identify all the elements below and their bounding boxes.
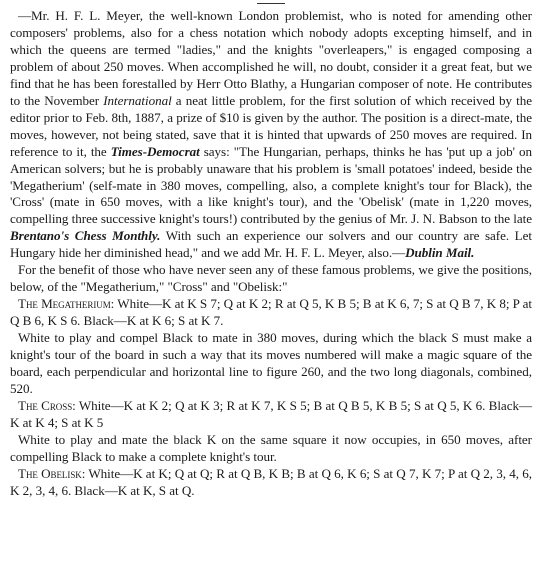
problem-title: The Cross: xyxy=(18,397,76,413)
article-page xyxy=(10,3,532,500)
publication-name: Brentano's Chess Monthly. xyxy=(10,228,161,244)
position-megatherium xyxy=(10,296,532,330)
problem-title: The Megatherium: xyxy=(18,296,115,312)
text-run: —Mr. H. F. L. Meyer, the well-known London problemist, who is noted for amending other composers' problems, also for a chess notation which nobody adopts excepting himself, and in which the queens are termed "ladies," and the knights "overleapers," is engaged composing a problem of about 250 moves. When accomplished he will, no doubt, consider it a great feat, but we find that he has been forestalled by Herr Otto Blathy, a Hungarian composer of note. He contributes to the November xyxy=(10,8,532,108)
position-obelisk xyxy=(10,466,532,500)
publication-name: International xyxy=(103,92,172,108)
source-credit: Dublin Mail. xyxy=(405,245,475,261)
text-run: a neat little problem, for the first solution of which received by the editor prior to Feb. 8th, 1887, a prize of $10 is given by the author. The position is a direct-mate, the moves, however, not being stated, save that it is hinted that upwards of 250 moves are required. In reference to it, the xyxy=(10,92,532,159)
position-text: White—K at K S 7; Q at K 2; R at Q 5, K B 5; B at K 6, 7; S at Q B 7, K 8; P at Q B 6, K S 6. Black—K at K 6; S at K 7. xyxy=(10,296,532,329)
paragraph-positions-intro: For the benefit of those who have never seen any of these famous problems, we give the positions, below, of the "Megatherium," "Cross" and "Obelisk:" xyxy=(10,262,532,295)
publication-name: Times-Democrat xyxy=(110,143,200,159)
text-run: says: "The Hungarian, perhaps, thinks he has 'put up a job' on American solvers; but he is probably unaware that his problem is 'small potatoes' indeed, beside the 'Megatherium' (self-mate in 380 moves, compelling, also, a complete knight's tour for Black), the 'Cross' (mate in 650 moves, with a like knight's tour), and the 'Obelisk' (mate in 1,220 moves, compelling three successive knight's tours!) contributed by the genius of Mr. J. N. Babson to the late xyxy=(10,143,532,227)
text-run: With such an experience our solvers and our country are safe. Let Hungary hide her diminished head," and we add Mr. H. F. L. Meyer, also.— xyxy=(10,228,532,261)
section-divider xyxy=(257,3,285,4)
position-text: White—K at K; Q at Q; R at Q B, K B; B at Q 6, K 6; S at Q 7, K 7; P at Q 2, 3, 4, 6, K 2, 3, 4, 6. Black—K at K, S at Q. xyxy=(10,465,532,498)
paragraph-megatherium-stipulation: White to play and compel Black to mate in 380 moves, during which the black S must make a knight's tour of the board in such a way that its moves numbered will make a magic square of the board, each perpendicular and horizontal line to figure 260, and the two long diagonals, combined, 520. xyxy=(10,330,532,396)
position-text: White—K at K 2; Q at K 3; R at K 7, K S 5; B at Q B 5, K B 5; S at Q 5, K 6. Black—K at K 4; S at K 5 xyxy=(10,397,532,430)
paragraph-cross-stipulation: White to play and mate the black K on the same square it now occupies, in 650 moves, after compelling Black to make a complete knight's tour. xyxy=(10,431,532,464)
problem-title: The Obelisk: xyxy=(18,465,86,481)
paragraph-meyer-news xyxy=(10,8,532,262)
position-cross xyxy=(10,398,532,432)
